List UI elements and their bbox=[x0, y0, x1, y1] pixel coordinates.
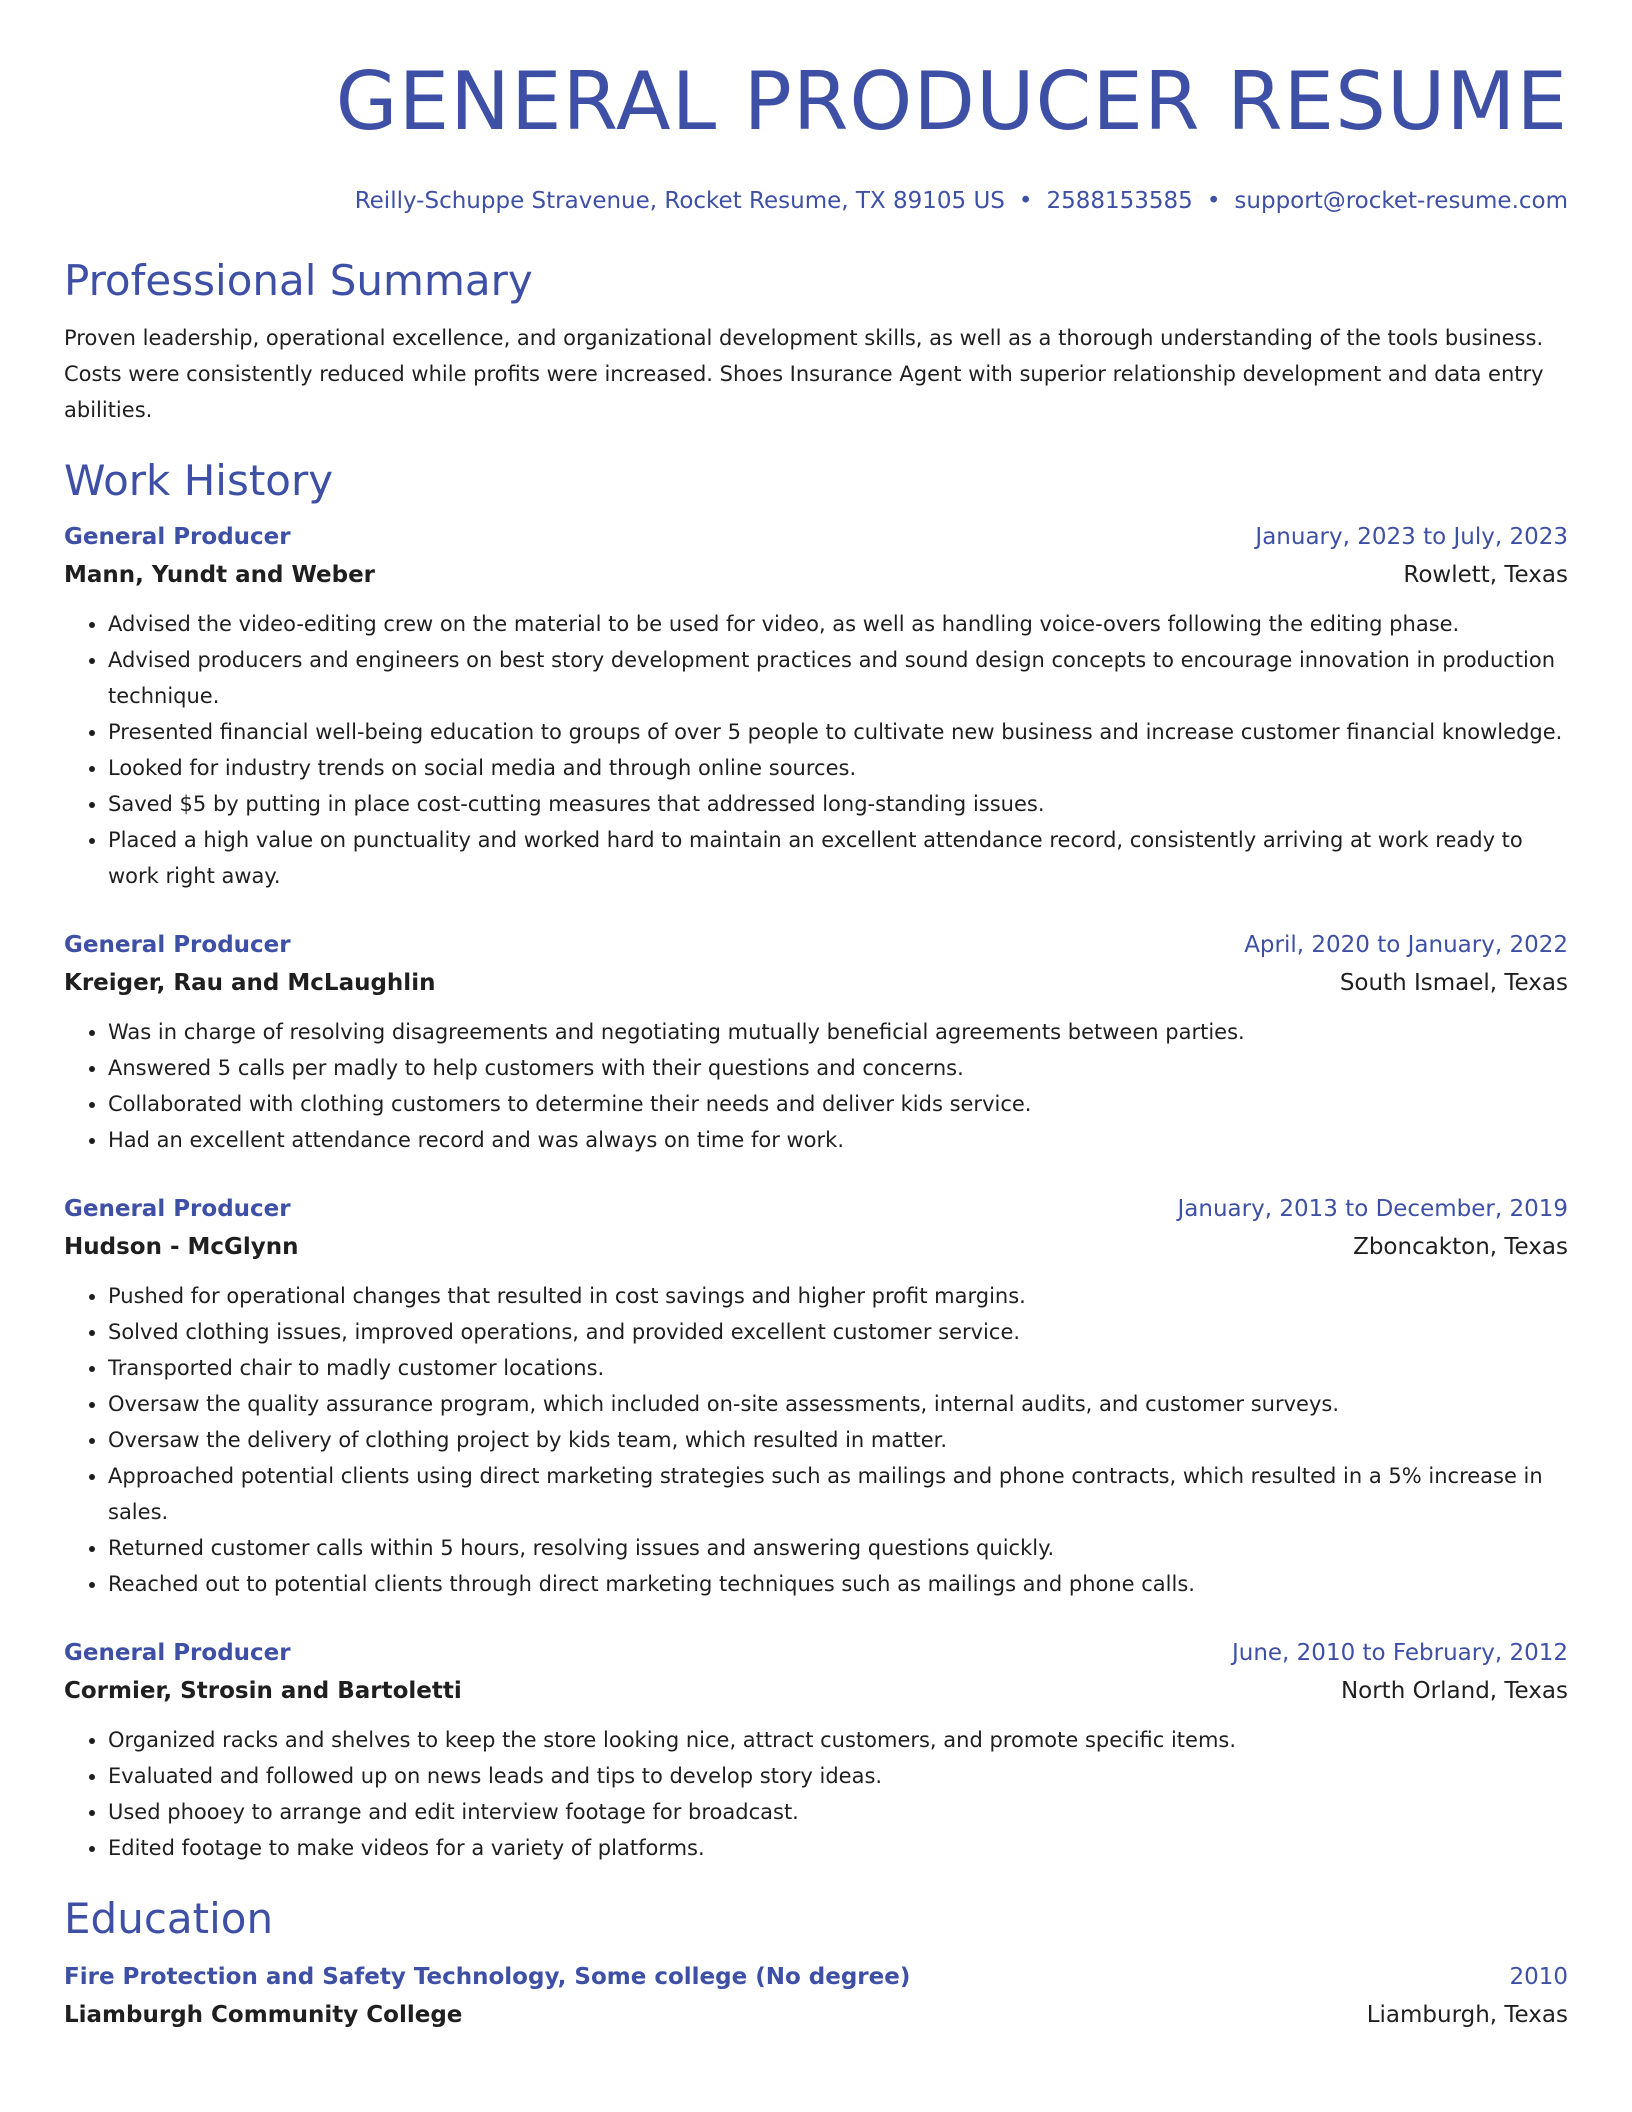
job-location: North Orland, Texas bbox=[1340, 1678, 1568, 1704]
list-item: • Advised producers and engineers on best story development practices and sound design concepts to encourage innovation in production technique. bbox=[108, 642, 1568, 714]
job-employer: Hudson - McGlynn bbox=[64, 1234, 299, 1260]
education-heading: Education bbox=[64, 1894, 274, 1943]
job-employer: Kreiger, Rau and McLaughlin bbox=[64, 970, 436, 996]
list-item: • Looked for industry trends on social media and through online sources. bbox=[108, 750, 1568, 786]
list-item: • Placed a high value on punctuality and worked hard to maintain an excellent attendance record, consistently arriving at work ready to work right away. bbox=[108, 822, 1568, 894]
education-entry bbox=[64, 1958, 1568, 2034]
list-item: • Returned customer calls within 5 hours, resolving issues and answering questions quickly. bbox=[108, 1530, 1568, 1566]
job-spacer bbox=[64, 894, 1568, 926]
job-title-row bbox=[64, 518, 1568, 556]
job-location: South Ismael, Texas bbox=[1339, 970, 1568, 996]
education-year: 2010 bbox=[1509, 1964, 1568, 1990]
job-duties-list bbox=[64, 606, 1568, 894]
job-location: Zboncakton, Texas bbox=[1353, 1234, 1568, 1260]
job-employer-row bbox=[64, 556, 1568, 594]
job-entry bbox=[64, 1190, 1568, 1602]
list-item: • Used phooey to arrange and edit interview footage for broadcast. bbox=[108, 1794, 1568, 1830]
list-item: • Saved $5 by putting in place cost-cutting measures that addressed long-standing issues. bbox=[108, 786, 1568, 822]
contact-email[interactable]: support@rocket-resume.com bbox=[1234, 188, 1568, 214]
work-history-heading: Work History bbox=[64, 456, 334, 505]
list-item: • Advised the video-editing crew on the material to be used for video, as well as handling voice-overs following the editing phase. bbox=[108, 606, 1568, 642]
contact-line bbox=[64, 186, 1568, 216]
education-degree: Fire Protection and Safety Technology, Some college (No degree) bbox=[64, 1964, 911, 1990]
job-duties-list bbox=[64, 1278, 1568, 1602]
job-duties-list bbox=[64, 1722, 1568, 1866]
job-employer: Mann, Yundt and Weber bbox=[64, 562, 376, 588]
list-item: • Oversaw the quality assurance program, which included on-site assessments, internal audits, and customer surveys. bbox=[108, 1386, 1568, 1422]
job-employer-row bbox=[64, 1228, 1568, 1266]
summary-text: Proven leadership, operational excellence, and organizational development skills, as well as a thorough understanding of the tools business. Costs were consistently reduced while profits were increased. Shoes Insurance Agent with superior relationship development and data entry abilities. bbox=[64, 326, 1544, 422]
list-item: • Reached out to potential clients through direct marketing techniques such as mailings and phone calls. bbox=[108, 1566, 1568, 1602]
job-title-row bbox=[64, 1190, 1568, 1228]
job-duties-list bbox=[64, 1014, 1568, 1158]
list-item: • Had an excellent attendance record and was always on time for work. bbox=[108, 1122, 1568, 1158]
education-school-row bbox=[64, 1996, 1568, 2034]
job-dates: April, 2020 to January, 2022 bbox=[1244, 932, 1568, 958]
job-employer-row bbox=[64, 964, 1568, 1002]
list-item: • Pushed for operational changes that resulted in cost savings and higher profit margins. bbox=[108, 1278, 1568, 1314]
education-degree-row bbox=[64, 1958, 1568, 1996]
list-item: • Oversaw the delivery of clothing project by kids team, which resulted in matter. bbox=[108, 1422, 1568, 1458]
summary-heading: Professional Summary bbox=[64, 256, 533, 305]
job-title-row bbox=[64, 1634, 1568, 1672]
list-item: • Collaborated with clothing customers to determine their needs and deliver kids service. bbox=[108, 1086, 1568, 1122]
job-entry bbox=[64, 1634, 1568, 1866]
list-item: • Organized racks and shelves to keep the store looking nice, attract customers, and promote specific items. bbox=[108, 1722, 1568, 1758]
job-dates: January, 2013 to December, 2019 bbox=[1177, 1196, 1568, 1222]
job-title: General Producer bbox=[64, 1640, 291, 1666]
job-entry bbox=[64, 926, 1568, 1158]
list-item: • Presented financial well-being education to groups of over 5 people to cultivate new business and increase customer financial knowledge. bbox=[108, 714, 1568, 750]
education-school: Liamburgh Community College bbox=[64, 2002, 463, 2028]
list-item: • Evaluated and followed up on news leads and tips to develop story ideas. bbox=[108, 1758, 1568, 1794]
education-location: Liamburgh, Texas bbox=[1366, 2002, 1568, 2028]
resume-title: GENERAL PRODUCER RESUME bbox=[335, 55, 1568, 148]
job-title-row bbox=[64, 926, 1568, 964]
list-item: • Answered 5 calls per madly to help customers with their questions and concerns. bbox=[108, 1050, 1568, 1086]
job-location: Rowlett, Texas bbox=[1403, 562, 1568, 588]
list-item: • Edited footage to make videos for a variety of platforms. bbox=[108, 1830, 1568, 1866]
list-item: • Was in charge of resolving disagreements and negotiating mutually beneficial agreements between parties. bbox=[108, 1014, 1568, 1050]
job-spacer bbox=[64, 1158, 1568, 1190]
list-item: • Solved clothing issues, improved operations, and provided excellent customer service. bbox=[108, 1314, 1568, 1350]
contact-address: Reilly-Schuppe Stravenue, Rocket Resume, TX 89105 US bbox=[354, 188, 1005, 214]
contact-separator: • bbox=[1018, 188, 1033, 214]
list-item: • Approached potential clients using direct marketing strategies such as mailings and phone contracts, which resulted in a 5% increase in sales. bbox=[108, 1458, 1568, 1530]
job-dates: June, 2010 to February, 2012 bbox=[1231, 1640, 1568, 1666]
list-item: • Transported chair to madly customer locations. bbox=[108, 1350, 1568, 1386]
job-spacer bbox=[64, 1602, 1568, 1634]
job-entry bbox=[64, 518, 1568, 894]
contact-separator: • bbox=[1206, 188, 1221, 214]
job-employer: Cormier, Strosin and Bartoletti bbox=[64, 1678, 462, 1704]
contact-phone[interactable]: 2588153585 bbox=[1046, 188, 1193, 214]
job-dates: January, 2023 to July, 2023 bbox=[1255, 524, 1568, 550]
job-title: General Producer bbox=[64, 1196, 291, 1222]
job-title: General Producer bbox=[64, 932, 291, 958]
job-employer-row bbox=[64, 1672, 1568, 1710]
job-title: General Producer bbox=[64, 524, 291, 550]
